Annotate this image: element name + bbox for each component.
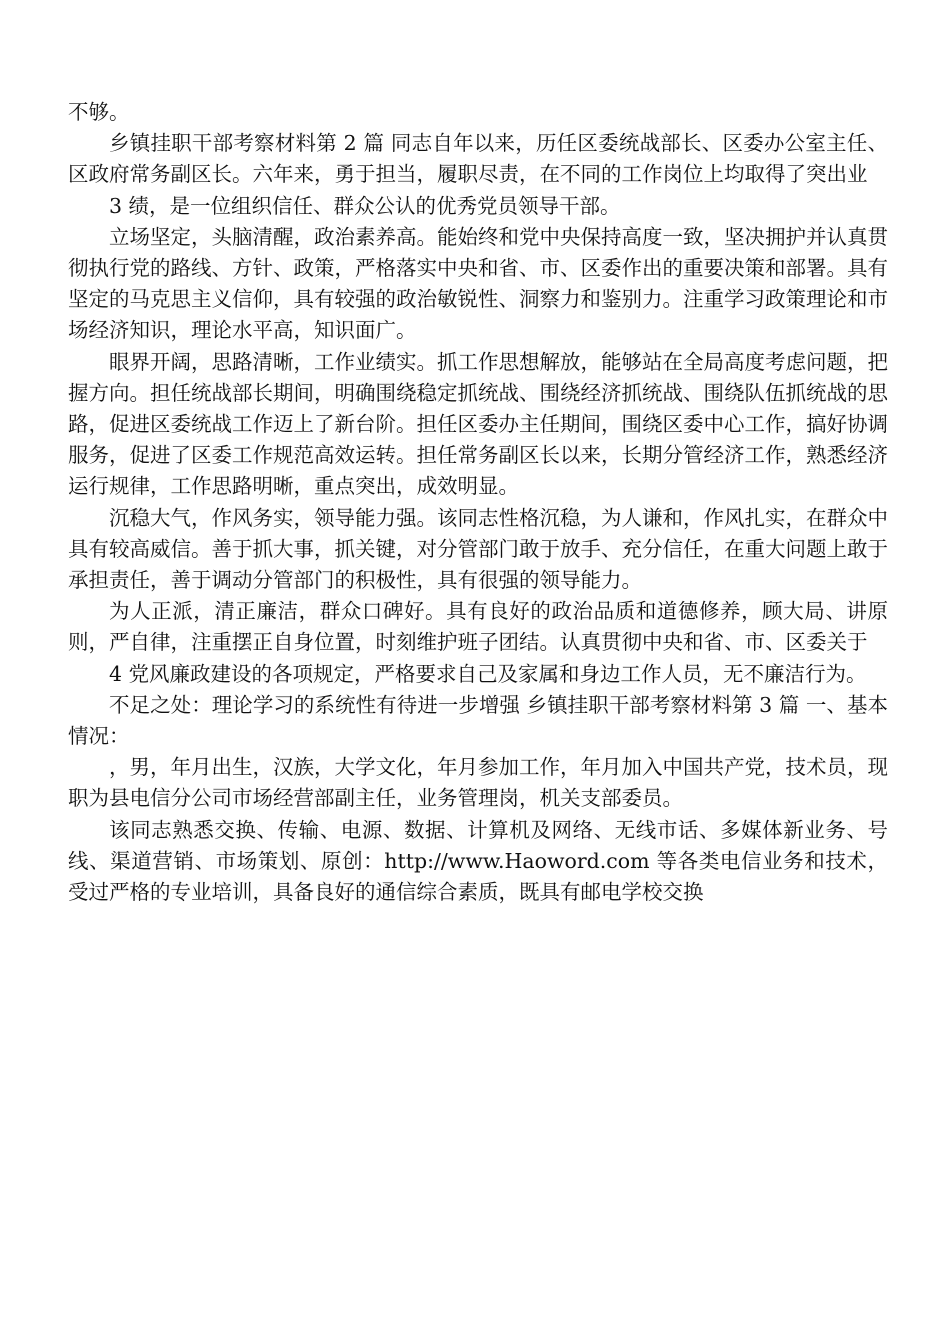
- paragraph-1: 不够。: [68, 100, 130, 124]
- paragraph-11: 该同志熟悉交换、传输、电源、数据、计算机及网络、无线市话、多媒体新业务、号线、渠道营销、市场策划、原创：http://www.Haoword.com 等各类电信业务和技术，受过严格的专业培训，具备良好的通信综合素质，既具有邮电学校交换: [68, 817, 888, 905]
- paragraph-4: 立场坚定，头脑清醒，政治素养高。能始终和党中央保持高度一致，坚决拥护并认真贯彻执行党的路线、方针、政策，严格落实中央和省、市、区委作出的重要决策和部署。具有坚定的马克思主义信仰，具有较强的政治敏锐性、洞察力和鉴别力。注重学习政策理论和市场经济知识，理论水平高，知识面广。: [68, 224, 888, 343]
- paragraph-7: 为人正派，清正廉洁，群众口碑好。具有良好的政治品质和道德修养，顾大局、讲原则，严自律，注重摆正自身位置，时刻维护班子团结。认真贯彻中央和省、市、区委关于: [68, 599, 888, 655]
- paragraph-10: ，男，年月出生，汉族，大学文化，年月参加工作，年月加入中国共产党，技术员，现职为县电信分公司市场经营部副主任，业务管理岗，机关支部委员。: [68, 755, 888, 811]
- paragraph-3: 3 绩，是一位组织信任、群众公认的优秀党员领导干部。: [109, 193, 621, 218]
- paragraph-6: 沉稳大气，作风务实，领导能力强。该同志性格沉稳，为人谦和，作风扎实，在群众中具有较高威信。善于抓大事，抓关键，对分管部门敢于放手、充分信任，在重大问题上敢于承担责任，善于调动分管部门的积极性，具有很强的领导能力。: [68, 505, 888, 593]
- paragraph-9: 不足之处：理论学习的系统性有待进一步增强 乡镇挂职干部考察材料第 3 篇 一、基本情况：: [68, 692, 888, 749]
- paragraph-5: 眼界开阔，思路清晰，工作业绩实。抓工作思想解放，能够站在全局高度考虑问题，把握方向。担任统战部长期间，明确围绕稳定抓统战、围绕经济抓统战、围绕队伍抓统战的思路，促进区委统战工作迈上了新台阶。担任区委办主任期间，围绕区委中心工作，搞好协调服务，促进了区委工作规范高效运转。担任常务副区长以来，长期分管经济工作，熟悉经济运行规律，工作思路明晰，重点突出，成效明显。: [68, 349, 888, 499]
- paragraph-2: 乡镇挂职干部考察材料第 2 篇 同志自年以来，历任区委统战部长、区委办公室主任、区政府常务副区长。六年来，勇于担当，履职尽责，在不同的工作岗位上均取得了突出业: [68, 131, 888, 187]
- paragraph-8: 4 党风廉政建设的各项规定，严格要求自己及家属和身边工作人员，无不廉洁行为。: [109, 661, 867, 686]
- document-body: [68, 97, 888, 908]
